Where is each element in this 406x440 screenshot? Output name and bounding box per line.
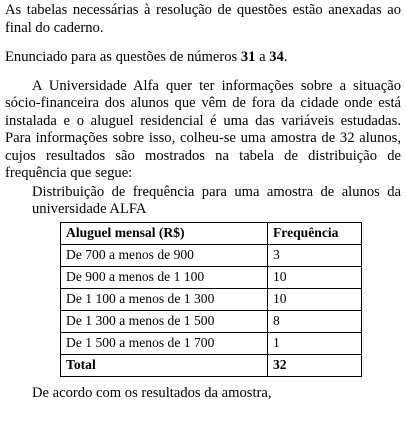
table-row — [61, 310, 362, 332]
table-caption: Distribuição de frequência para uma amostra de alunos da universidade ALFA — [32, 183, 401, 217]
table-row — [61, 332, 362, 354]
document-page — [5, 2, 401, 402]
problem-paragraph: A Universidade Alfa quer ter informações sobre a situação sócio-financeira dos alunos que vêm de fora da cidade onde está instalada e o aluguel residencial é uma das variáveis estudadas. Para informações sobre isso, colheu-se uma amostra de 32 alunos, cujos resultados são mostrados na tabela de distribuição de frequência que segue: — [5, 77, 401, 181]
frequency-cell: 3 — [268, 244, 362, 266]
frequency-table — [60, 222, 362, 377]
table-row — [61, 288, 362, 310]
total-label-cell: Total — [61, 354, 268, 376]
statement-prefix: Enunciado para as questões de números — [5, 49, 241, 65]
rent-range-cell: De 1 300 a menos de 1 500 — [61, 310, 268, 332]
table-total-row — [61, 354, 362, 376]
statement-suffix: . — [283, 49, 288, 65]
table-header-row — [61, 222, 362, 244]
frequency-cell: 10 — [268, 266, 362, 288]
header-rent: Aluguel mensal (R$) — [61, 222, 268, 244]
rent-range-cell: De 700 a menos de 900 — [61, 244, 268, 266]
total-value-cell: 32 — [268, 354, 362, 376]
rent-range-cell: De 900 a menos de 1 100 — [61, 266, 268, 288]
rent-range-cell: De 1 500 a menos de 1 700 — [61, 332, 268, 354]
frequency-cell: 1 — [268, 332, 362, 354]
intro-paragraph: As tabelas necessárias à resolução de questões estão anexadas ao final do caderno. — [5, 2, 401, 36]
last-question-number: 34 — [269, 49, 284, 65]
statement-connector: a — [255, 49, 270, 65]
closing-text: De acordo com os resultados da amostra, — [32, 384, 272, 401]
frequency-cell: 10 — [268, 288, 362, 310]
frequency-cell: 8 — [268, 310, 362, 332]
table-row — [61, 266, 362, 288]
table-row — [61, 244, 362, 266]
rent-range-cell: De 1 100 a menos de 1 300 — [61, 288, 268, 310]
header-frequency: Frequência — [268, 222, 362, 244]
first-question-number: 31 — [240, 49, 256, 65]
statement-heading — [5, 49, 401, 67]
